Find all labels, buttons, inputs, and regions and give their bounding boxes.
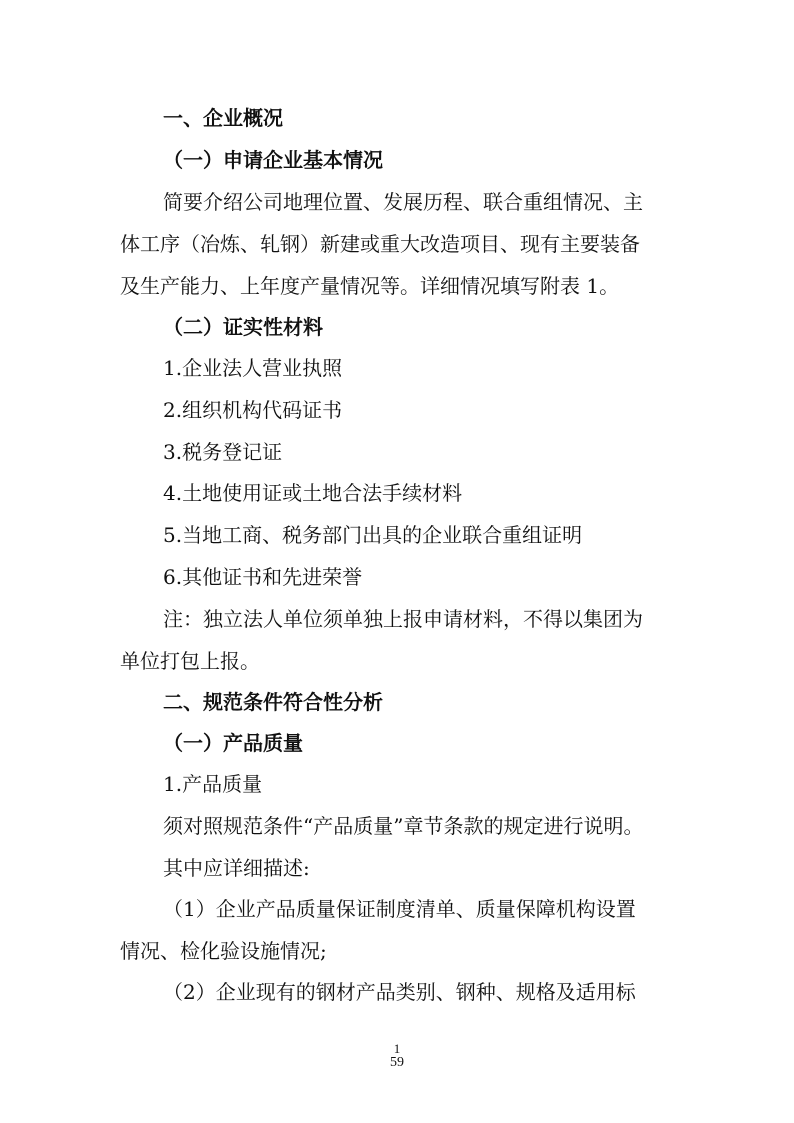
list-item: 5.当地工商、税务部门出具的企业联合重组证明 [163,523,583,547]
list-item: 1.产品质量 [163,772,263,796]
section-2-heading: 二、规范条件符合性分析 [163,690,383,714]
subsection-2-1-heading: （一）产品质量 [163,731,303,755]
list-item: 3.税务登记证 [163,440,283,464]
page-number-top: 1 [393,1041,401,1056]
paragraph-line: （2）企业现有的钢材产品类别、钢种、规格及适用标 [163,980,636,1004]
paragraph-line: 情况、检化验设施情况; [120,939,327,963]
subsection-1-2-heading: （二）证实性材料 [163,315,323,339]
paragraph-line: （1）企业产品质量保证制度清单、质量保障机构设置 [163,897,636,921]
page-number-bottom: 59 [390,1055,404,1070]
paragraph-line: 须对照规范条件“产品质量”章节条款的规定进行说明。 [163,814,644,838]
list-item: 6.其他证书和先进荣誉 [163,565,363,589]
paragraph-line: 简要介绍公司地理位置、发展历程、联合重组情况、主 [163,190,643,214]
list-item: 2.组织机构代码证书 [163,398,343,422]
subsection-1-1-heading: （一）申请企业基本情况 [163,148,383,172]
paragraph-line: 体工序（冶炼、轧钢）新建或重大改造项目、现有主要装备 [120,232,640,256]
note-line: 单位打包上报。 [120,649,260,673]
list-item: 1.企业法人营业执照 [163,356,343,380]
note-line: 注：独立法人单位须单独上报申请材料，不得以集团为 [163,607,643,631]
paragraph-line: 其中应详细描述: [163,856,310,880]
list-item: 4.土地使用证或土地合法手续材料 [163,481,463,505]
paragraph-line: 及生产能力、上年度产量情况等。详细情况填写附表 1。 [120,274,620,298]
section-1-heading: 一、企业概况 [163,106,283,130]
